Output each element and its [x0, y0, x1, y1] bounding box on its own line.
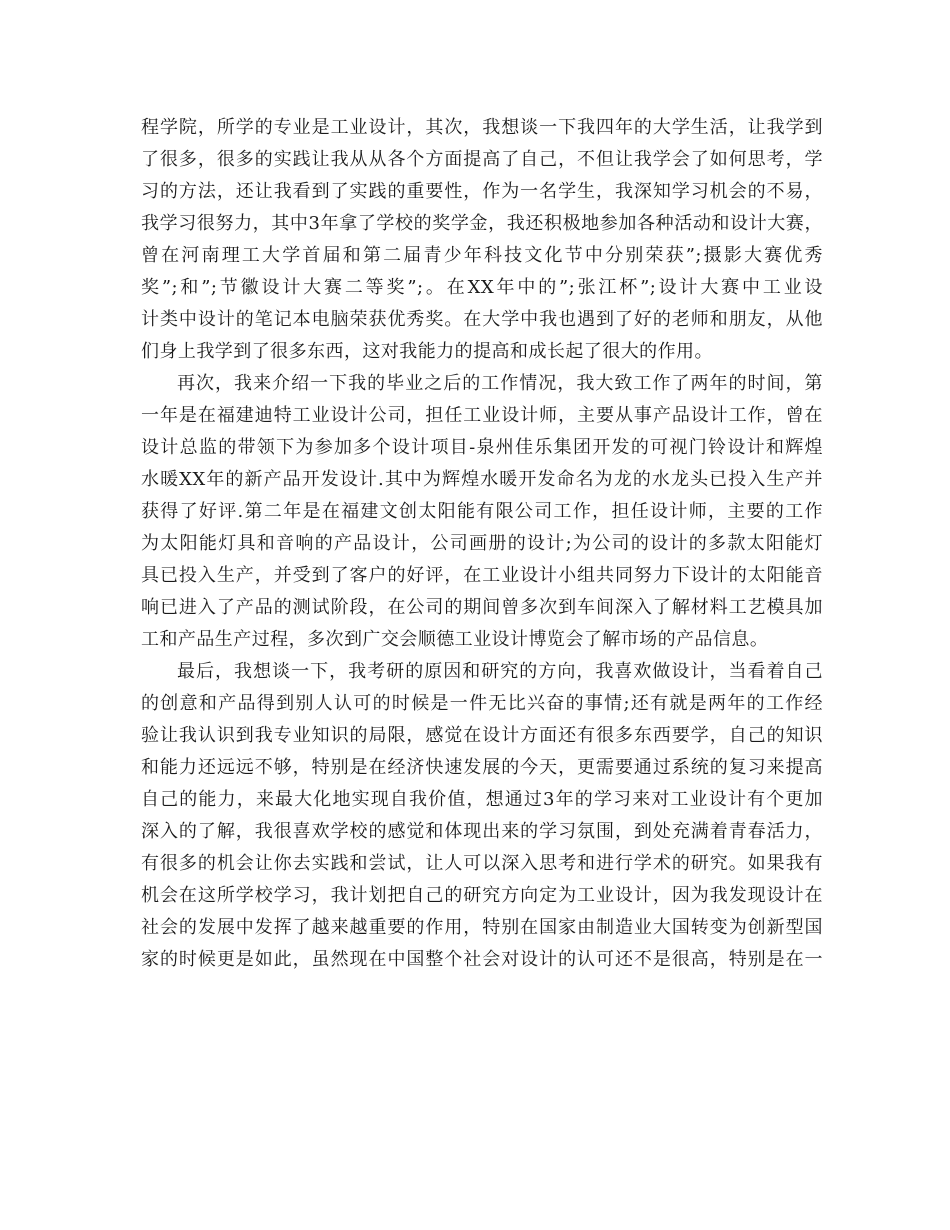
text-line: 最后，我想谈一下，我考研的原因和研究的方向，我喜欢做设计，当看着自己	[177, 661, 823, 682]
text-line: 有很多的机会让你去实践和尝试，让人可以深入思考和进行学术的研究。如果我有	[141, 853, 823, 874]
text-line: 获得了好评.第二年是在福建文创太阳能有限公司工作，担任设计师，主要的工作	[141, 501, 823, 522]
text-line: 工和产品生产过程，多次到广交会顺德工业设计博览会了解市场的产品信息。	[141, 629, 769, 650]
text-line: 验让我认识到我专业知识的局限，感觉在设计方面还有很多东西要学，自己的知识	[141, 725, 823, 746]
text-line: 为太阳能灯具和音响的产品设计，公司画册的设计;为公司的设计的多款太阳能灯	[141, 533, 823, 554]
text-line: 我学习很努力，其中3年拿了学校的奖学金，我还积极地参加各种活动和设计大赛，	[141, 213, 823, 234]
text-line: 具已投入生产，并受到了客户的好评，在工业设计小组共同努力下设计的太阳能音	[141, 565, 823, 586]
text-line: 响已进入了产品的测试阶段，在公司的期间曾多次到车间深入了解材料工艺模具加	[141, 597, 823, 618]
text-line: 计类中设计的笔记本电脑荣获优秀奖。在大学中我也遇到了好的老师和朋友，从他	[141, 309, 823, 330]
text-line: 的创意和产品得到别人认可的时候是一件无比兴奋的事情;还有就是两年的工作经	[141, 693, 823, 714]
text-line: 习的方法，还让我看到了实践的重要性，作为一名学生，我深知学习机会的不易，	[141, 181, 823, 202]
text-line: 曾在河南理工大学首届和第二届青少年科技文化节中分别荣获”;摄影大赛优秀	[141, 245, 823, 266]
text-line: 家的时候更是如此，虽然现在中国整个社会对设计的认可还不是很高，特别是在一	[141, 949, 823, 970]
text-line: 社会的发展中发挥了越来越重要的作用，特别在国家由制造业大国转变为创新型国	[141, 917, 823, 938]
text-line: 再次，我来介绍一下我的毕业之后的工作情况，我大致工作了两年的时间，第	[177, 373, 823, 394]
text-line: 水暖XX年的新产品开发设计.其中为辉煌水暖开发命名为龙的水龙头已投入生产并	[141, 469, 823, 490]
paragraph-1	[141, 112, 823, 368]
text-line: 机会在这所学校学习，我计划把自己的研究方向定为工业设计，因为我发现设计在	[141, 885, 823, 906]
document-body	[141, 112, 823, 976]
text-line: 和能力还远远不够，特别是在经济快速发展的今天，更需要通过系统的复习来提高	[141, 757, 823, 778]
text-line: 们身上我学到了很多东西，这对我能力的提高和成长起了很大的作用。	[141, 341, 713, 362]
text-line: 一年是在福建迪特工业设计公司，担任工业设计师，主要从事产品设计工作，曾在	[141, 405, 823, 426]
text-line: 设计总监的带领下为参加多个设计项目-泉州佳乐集团开发的可视门铃设计和辉煌	[141, 437, 823, 458]
text-line: 程学院，所学的专业是工业设计，其次，我想谈一下我四年的大学生活，让我学到	[141, 117, 823, 138]
paragraph-2	[141, 368, 823, 656]
text-line: 了很多，很多的实践让我从从各个方面提高了自己，不但让我学会了如何思考，学	[141, 149, 823, 170]
text-line: 奖”;和”;节徽设计大赛二等奖”;。在XX年中的”;张江杯”;设计大赛中工业设	[141, 277, 823, 298]
paragraph-3	[141, 656, 823, 976]
text-line: 自己的能力，来最大化地实现自我价值，想通过3年的学习来对工业设计有个更加	[141, 789, 823, 810]
text-line: 深入的了解，我很喜欢学校的感觉和体现出来的学习氛围，到处充满着青春活力，	[141, 821, 823, 842]
